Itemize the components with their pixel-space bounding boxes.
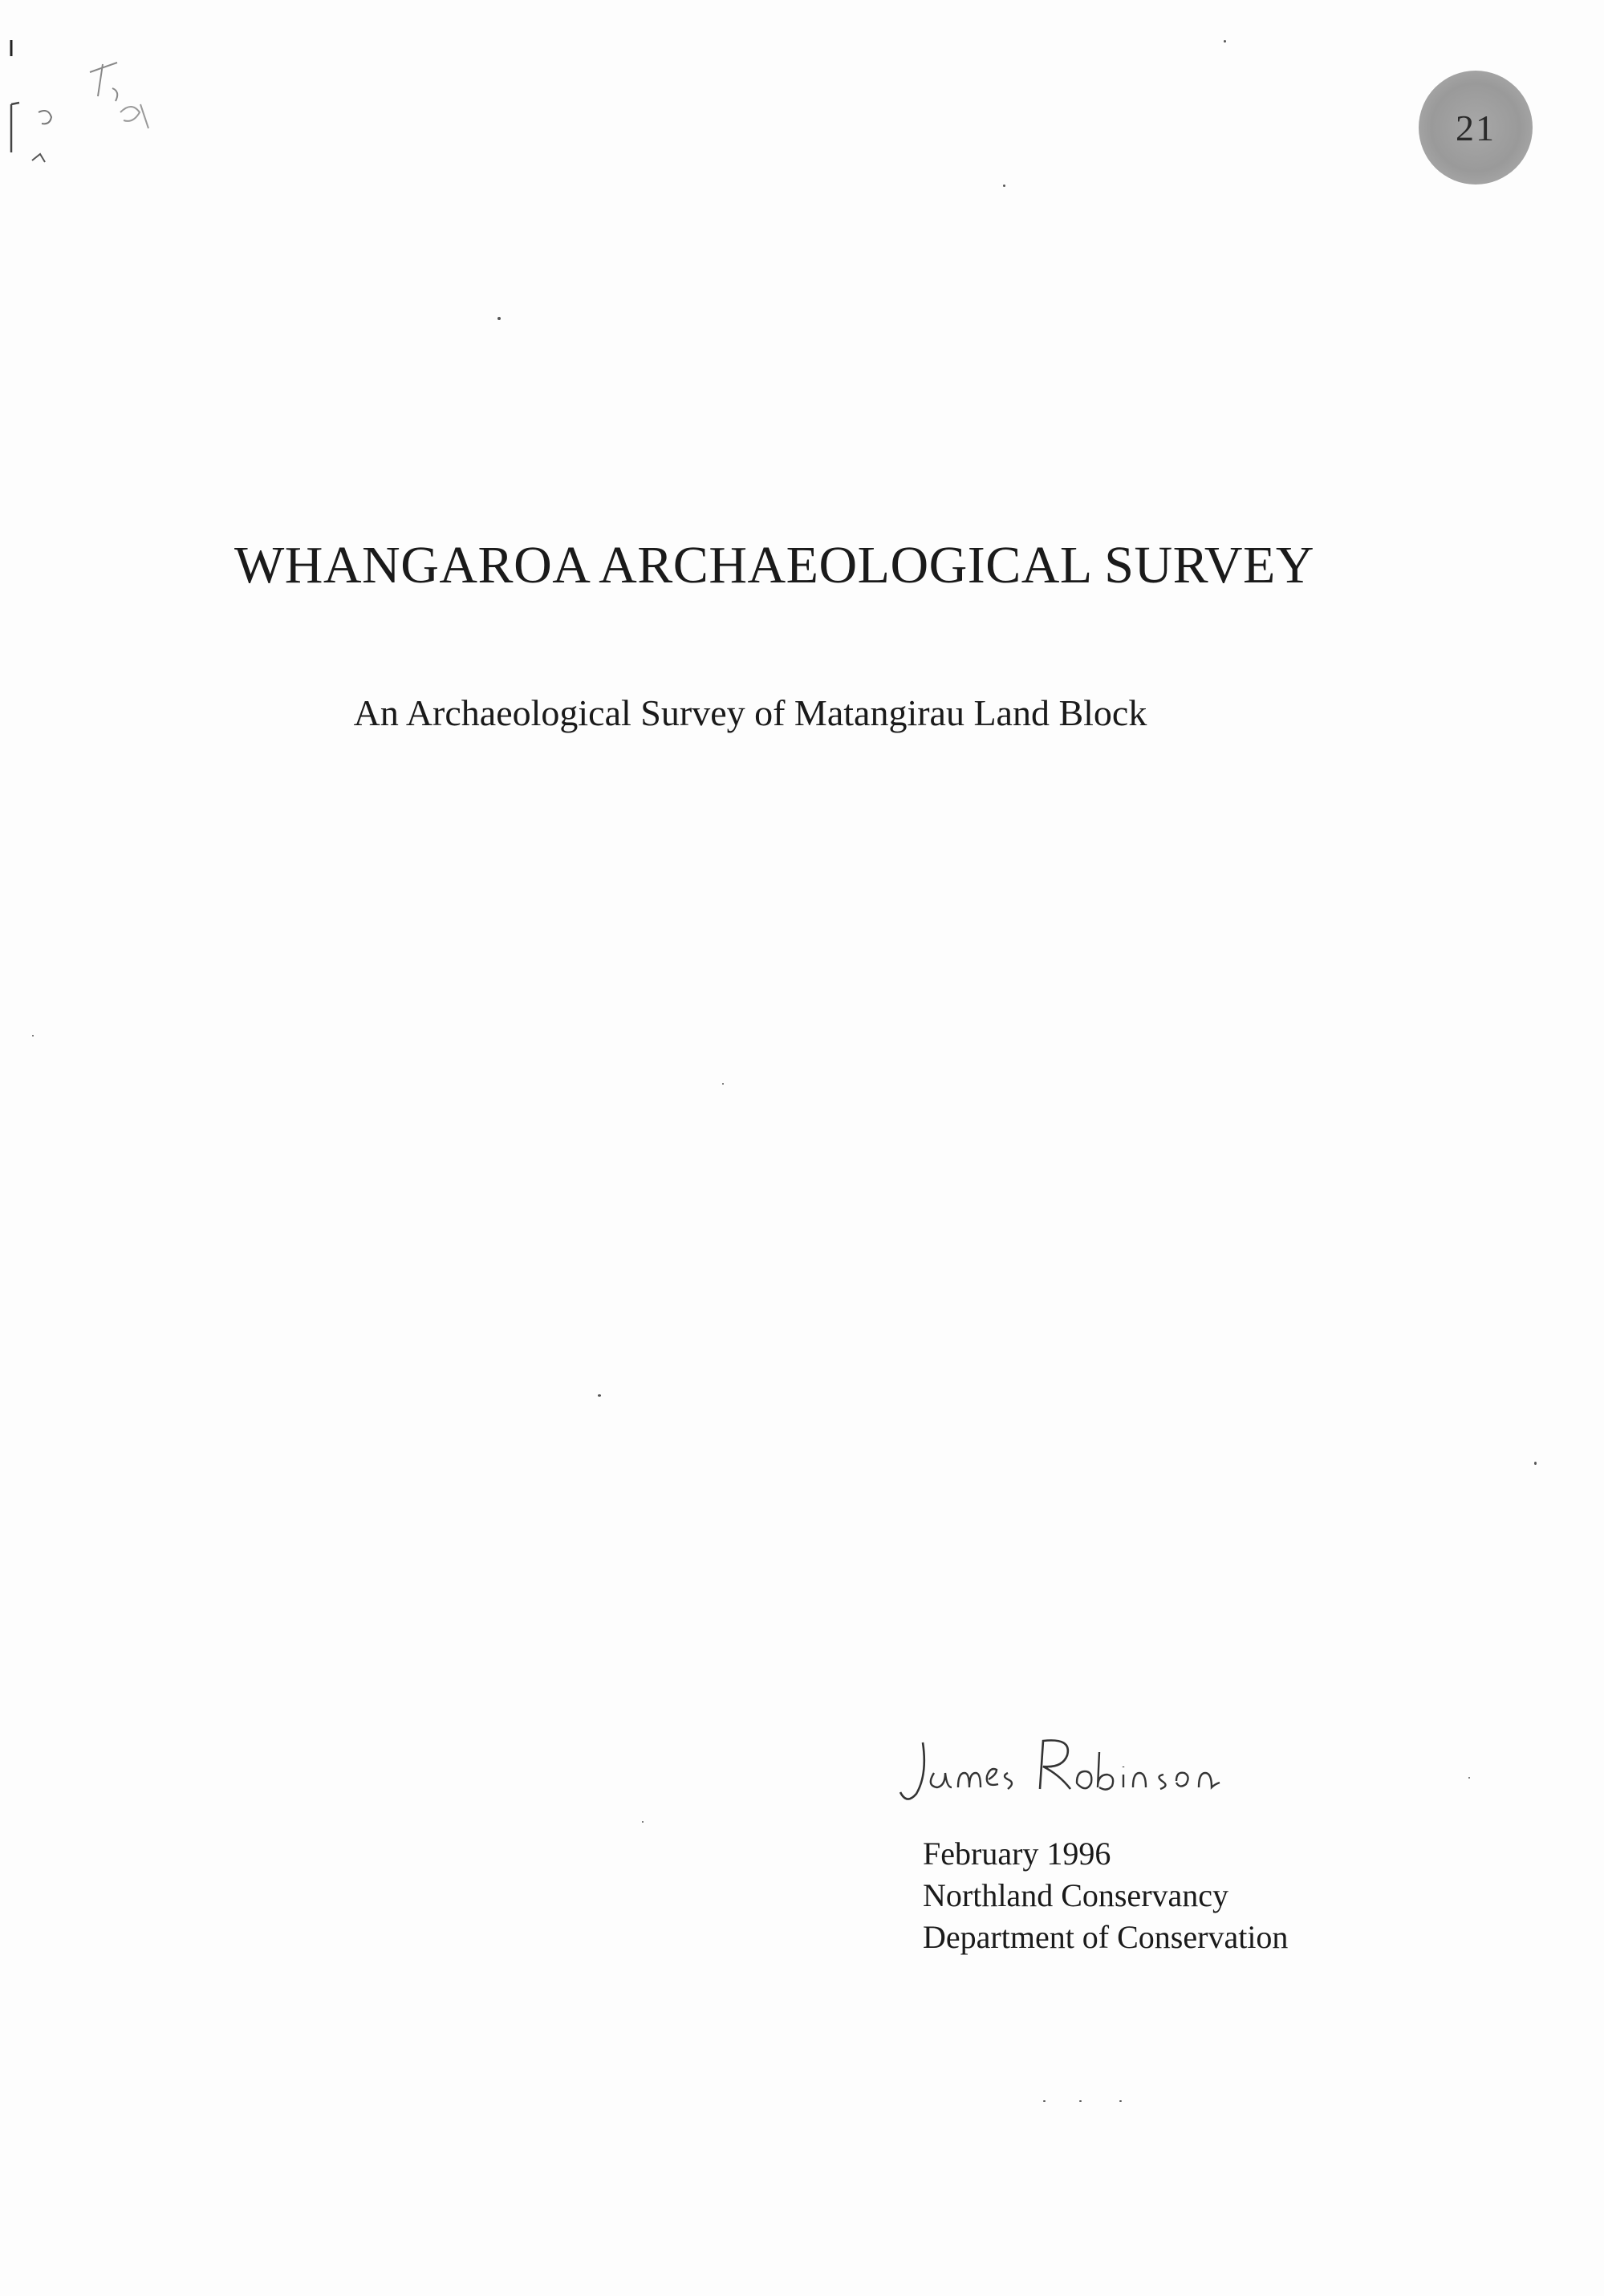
publication-imprint: [923, 1833, 1288, 1958]
scan-speck: [1119, 2100, 1122, 2102]
scan-speck: [1079, 2100, 1082, 2102]
scan-speck: [1043, 2100, 1046, 2102]
scan-speck: [642, 1821, 644, 1823]
scan-speck: [598, 1394, 601, 1397]
scan-speck: [1003, 185, 1005, 187]
margin-pencil-marks: [0, 16, 193, 176]
conservancy-name: Northland Conservancy: [923, 1877, 1229, 1913]
handwritten-signature: [899, 1725, 1252, 1813]
scan-speck: [1468, 1777, 1470, 1779]
page-number-stamp: [1419, 71, 1533, 185]
stamp-number: 21: [1456, 107, 1496, 148]
scan-speck: [1224, 40, 1226, 43]
scan-speck: [497, 317, 501, 320]
document-subtitle: An Archaeological Survey of Matangirau Land Block: [353, 692, 1147, 733]
publication-date: February 1996: [923, 1836, 1111, 1872]
scan-speck: [722, 1083, 724, 1085]
document-title: WHANGAROA ARCHAEOLOGICAL SURVEY: [233, 536, 1315, 594]
scan-speck: [1534, 1462, 1537, 1465]
scan-speck: [32, 1035, 34, 1036]
department-name: Department of Conservation: [923, 1919, 1289, 1955]
